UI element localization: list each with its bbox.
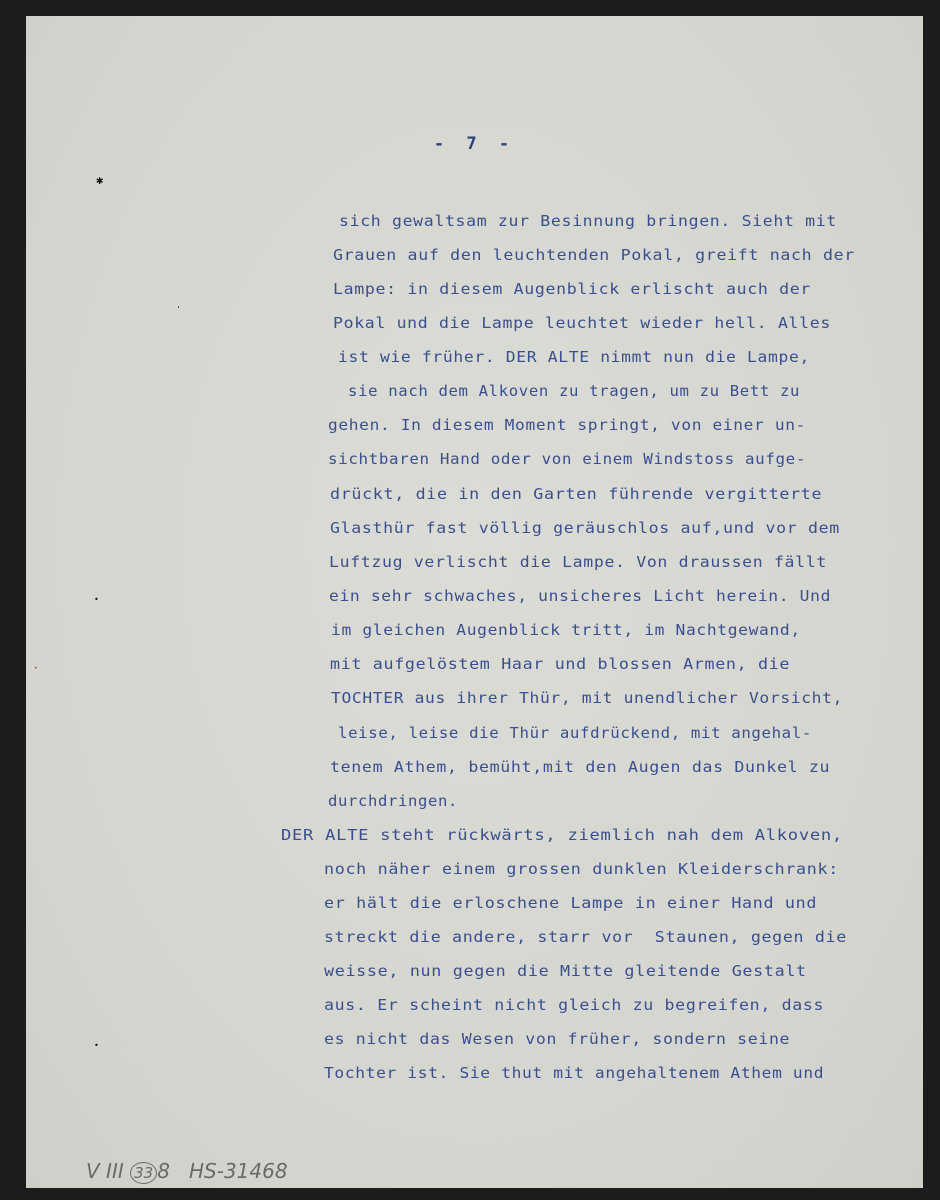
text-line: er hält die erloschene Lampe in einer Hand und [324,894,818,912]
text-line: Lampe: in diesem Augenblick erlischt auch der [333,280,812,298]
archive-volume: V III [86,1159,124,1183]
archive-pencil-note [86,1159,288,1184]
ink-speck: • [94,595,99,604]
text-line: mit aufgelöstem Haar und blossen Armen, die [330,655,791,673]
text-line: im gleichen Augenblick tritt, im Nachtgewand, [331,621,801,639]
text-line: Tochter ist. Sie thut mit angehaltenem Athem und [324,1064,825,1082]
text-line: tenem Athem, bemüht,mit den Augen das Dunkel zu [330,758,831,776]
text-line: Glasthür fast völlig geräuschlos auf,und vor dem [330,519,840,537]
text-line: gehen. In diesem Moment springt, von einer un- [328,416,807,434]
text-line: sich gewaltsam zur Besinnung bringen. Sieht mit [339,212,837,230]
text-line: aus. Er scheint nicht gleich zu begreifen, dass [324,996,825,1014]
text-line: sie nach dem Alkoven zu tragen, um zu Bett zu [338,382,801,400]
ink-speck: ' [176,305,181,314]
text-line: Luftzug verlischt die Lampe. Von draussen fällt [329,553,827,571]
archive-signature: HS-31468 [189,1159,288,1183]
ink-mark: ✱ [96,173,104,187]
text-line: ein sehr schwaches, unsicheres Licht herein. Und [329,587,832,605]
text-line: Pokal und die Lampe leuchtet wieder hell. Alles [333,314,831,332]
text-line: TOCHTER aus ihrer Thür, mit unendlicher Vorsicht, [331,689,844,707]
text-line: sichtbaren Hand oder von einem Windstoss aufge- [328,450,807,468]
document-page [26,16,923,1188]
text-line: DER ALTE steht rückwärts, ziemlich nah dem Alkoven, [281,826,843,844]
archive-sub-number: 8 [157,1159,170,1183]
text-line: streckt die andere, starr vor Staunen, gegen die [324,928,847,946]
text-line: ist wie früher. DER ALTE nimmt nun die Lampe, [338,348,810,366]
text-line: leise, leise die Thür aufdrückend, mit angehal- [338,724,812,742]
text-line: es nicht das Wesen von früher, sondern seine [324,1030,791,1048]
text-line: Grauen auf den leuchtenden Pokal, greift nach der [333,246,855,264]
page-number: - 7 - [433,134,516,154]
text-line: weisse, nun gegen die Mitte gleitende Gestalt [324,962,807,980]
red-speck: • [34,665,38,672]
archive-circled-number: 33 [130,1162,157,1184]
text-line: durchdringen. [328,792,458,810]
text-line: noch näher einem grossen dunklen Kleiderschrank: [324,860,839,878]
text-line: drückt, die in den Garten führende vergitterte [330,485,823,503]
ink-speck: • [94,1041,99,1050]
